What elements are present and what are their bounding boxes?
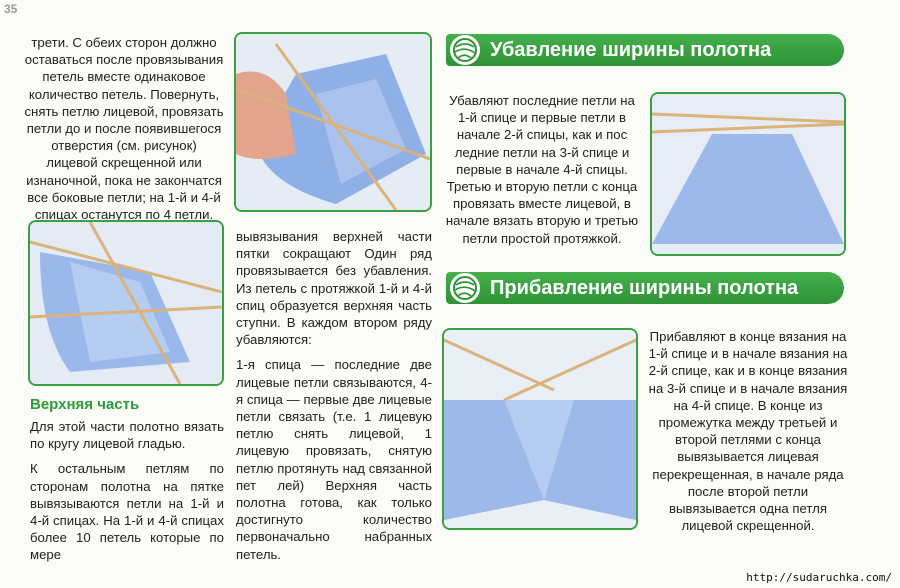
page-number: 35 [4, 2, 18, 16]
decrease-text [444, 92, 640, 247]
yarn-ball-icon [450, 35, 480, 65]
middle-text [236, 228, 432, 563]
banner-decrease [446, 34, 844, 66]
left-paragraph-2: К остальным петлям по сторонам полотна на пятке вывязываются петли на 1-й и 4-й спицах. На 1-й и 4-й спицах более 10 петель которые по мере [30, 461, 224, 563]
banner-increase [446, 272, 844, 304]
subheading-upper-part: Верхняя часть [30, 396, 140, 413]
footer-url[interactable]: http://sudaruchka.com/ [746, 571, 892, 584]
middle-paragraph-2: 1-я спица — последние две лицевые петли связываются, 4-я спица — первые две лицевые петли связать (т.е. 1 лицевую петлю снять лицевой, 1 лицевую провязать, снятую петлю протянуть над связанной пет лей) Верхняя часть полотна готова, как только достигнуто количество первоначально набранных петель. [236, 357, 432, 562]
left-top-paragraph: трети. С обеих сторон должно оставаться после провязывания петель вместе одинаковое количество петель. Повернуть, снять петлю лицевой, провязать петли до и после появившегося отверстия (см. рисунок) лицевой скрещенной или изнаночной, пока не закончатся все боковые петли; на 1-й и 4-й спицах останутся по 4 петли. [24, 35, 224, 223]
yarn-ball-icon [450, 273, 480, 303]
photo-heel-knitting [30, 222, 222, 384]
increase-text [648, 328, 848, 534]
left-bottom-text [30, 418, 224, 564]
photo-increase [444, 330, 636, 528]
left-top-text [24, 34, 224, 223]
middle-paragraph-1: вывязывания верхней части пятки сокращают Один ряд провязывается без убавления. Из петель с протяжкой 1-й и 4-й спиц образуется верхняя часть ступни. В каждом втором ряду убавляются: [236, 229, 432, 348]
decrease-paragraph: Убавляют последние петли на 1-й спице и первые петли в начале 2-й спицы, как и пос ледние петли на 3-й спице и первые в начале 4-й спицы. Третью и вторую петли с конца провязать вместе лицевой, в начале вязать вторую и третью петли простой протяжкой. [445, 93, 639, 246]
banner-increase-title: Прибавление ширины полотна [490, 277, 799, 299]
banner-decrease-title: Убавление ширины полотна [490, 39, 772, 61]
photo-decrease [652, 94, 844, 254]
left-paragraph-1: Для этой части полотно вязать по кругу лицевой гладью. [30, 419, 224, 452]
increase-paragraph: Прибавляют в конце вязания на 1-й спице и в начале вязания на 2-й спице, как и в конце вязания на 3-й спице и в начале вязания на 4-й спице. В конце из промежутка между третьей и второй петлями с конца вывязывается лицевая перекрещенная, в начале ряда после второй петли вывязывается одна петля лицевой скрещенной. [648, 329, 848, 534]
photo-heel-hands [236, 34, 430, 210]
